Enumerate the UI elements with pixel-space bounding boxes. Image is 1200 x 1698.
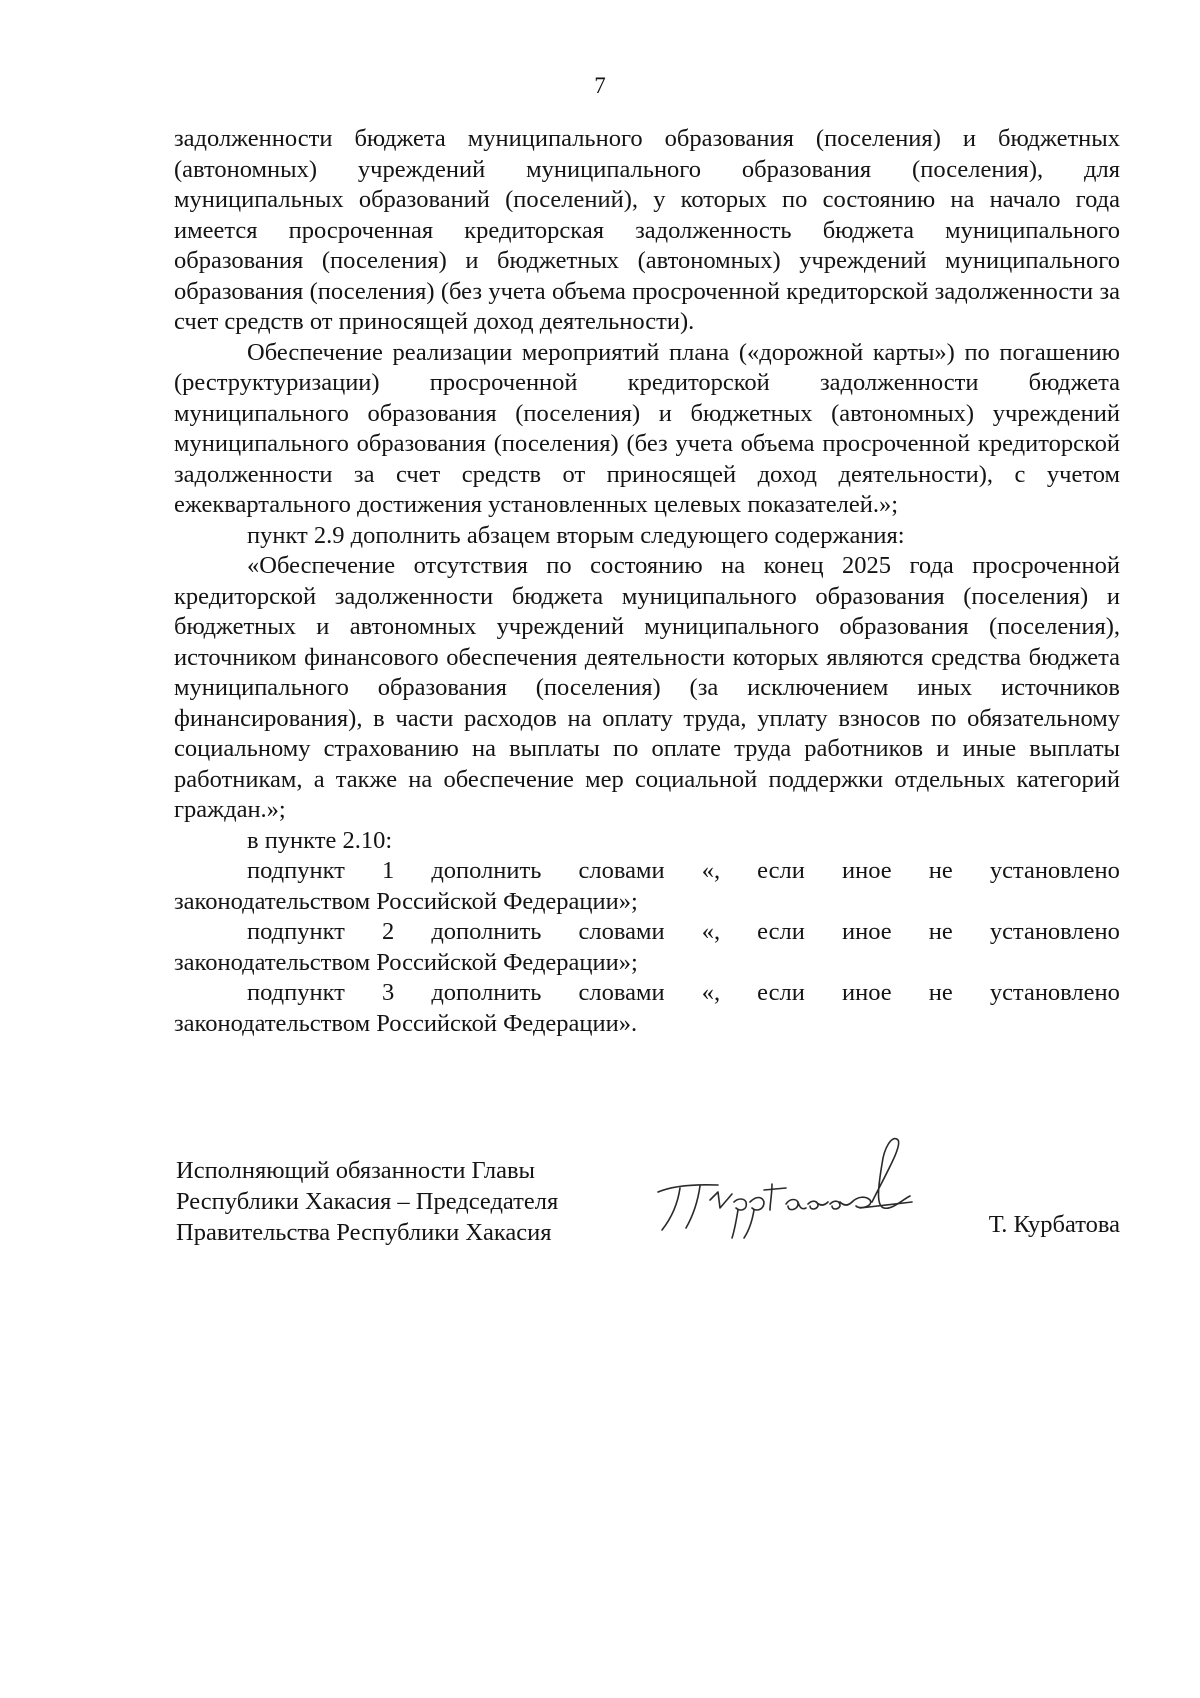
word: установлено [989, 979, 1120, 1006]
word: дополнить [431, 979, 542, 1006]
word: подпункт [247, 918, 345, 945]
word: 2 [381, 918, 395, 945]
subpoint-3-continuation: законодательством Российской Федерации». [174, 1009, 638, 1037]
word: не [928, 918, 953, 945]
word: дополнить [431, 918, 542, 945]
word: словами [578, 857, 665, 884]
position-line: Республики Хакасия – Председателя [176, 1188, 559, 1215]
word: установлено [989, 918, 1120, 945]
word: подпункт [247, 979, 345, 1006]
subpoint-2-continuation: законодательством Российской Федерации»; [174, 948, 638, 976]
position-line: Правительства Республики Хакасия [176, 1219, 552, 1246]
word: словами [578, 979, 665, 1006]
paragraph-2: Обеспечение реализации мероприятий плана («дорожной карты») по погашению (реструктуризации) просроченной кредиторской задолженности бюджета муниципального образования (поселения) и бюджетных (автономных) учреждений муниципального образования (поселения) (без учета объема просроченной кредиторской задолженности за счет средств от приносящей доход деятельности), с учетом ежеквартального достижения установленных целевых показателей.»; [174, 338, 1120, 518]
signatory-position [176, 1155, 558, 1248]
word: не [928, 857, 953, 884]
page-number: 7 [594, 73, 606, 98]
word: иное [841, 918, 892, 945]
paragraph-5: в пункте 2.10: [247, 826, 393, 854]
word: «, [701, 979, 721, 1006]
word: 3 [381, 979, 395, 1006]
paragraph-3: пункт 2.9 дополнить абзацем вторым следующего содержания: [247, 521, 905, 549]
position-line: Исполняющий обязанности Главы [176, 1157, 536, 1184]
word: подпункт [247, 857, 345, 884]
paragraph-4: «Обеспечение отсутствия по состоянию на конец 2025 года просроченной кредиторской задолженности бюджета муниципального образования (поселения) и бюджетных и автономных учреждений муниципального образования (поселения), источником финансового обеспечения деятельности которых являются средства бюджета муниципального образования (поселения) (за исключением иных источников финансирования), в части расходов на оплату труда, уплату взносов по обязательному социальному страхованию на выплаты по оплате труда работников и иные выплаты работникам, а также на обеспечение мер социальной поддержки отдельных категорий граждан.»; [174, 552, 1120, 823]
word: словами [578, 918, 665, 945]
signer-name: Т. Курбатова [988, 1211, 1120, 1238]
word: установлено [989, 857, 1120, 884]
subpoint-2-line [174, 917, 1120, 948]
paragraph-1: задолженности бюджета муниципального образования (поселения) и бюджетных (автономных) учреждений муниципального образования (поселения), для муниципальных образований (поселений), у которых по состоянию на начало года имеется просроченная кредиторская задолженность бюджета муниципального образования (поселения) и бюджетных (автономных) учреждений муниципального образования (поселения) (без учета объема просроченной кредиторской задолженности за счет средств от приносящей доход деятельности). [174, 125, 1120, 335]
document-body [174, 124, 1120, 1039]
word: дополнить [431, 857, 542, 884]
subpoint-1-continuation: законодательством Российской Федерации»; [174, 887, 638, 915]
word: иное [841, 857, 892, 884]
word: 1 [381, 857, 395, 884]
word: не [928, 979, 953, 1006]
word: если [757, 857, 805, 884]
word: если [757, 979, 805, 1006]
subpoint-1-line [174, 856, 1120, 887]
word: «, [701, 857, 721, 884]
subpoint-3-line [174, 978, 1120, 1009]
word: «, [701, 918, 721, 945]
handwritten-signature-icon [640, 1130, 930, 1250]
word: если [757, 918, 805, 945]
word: иное [841, 979, 892, 1006]
